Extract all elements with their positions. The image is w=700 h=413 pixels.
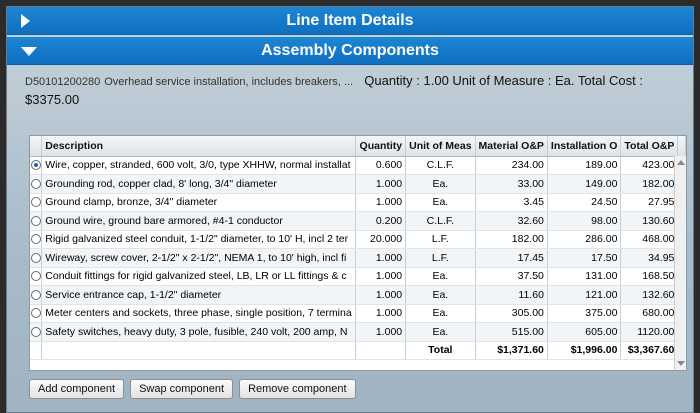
row-unit: C.L.F. [406,212,475,231]
row-select-radio[interactable] [30,267,42,286]
row-select-radio[interactable] [30,193,42,212]
assembly-components-header[interactable] [7,37,693,65]
column-header-installation[interactable]: Installation O [547,136,621,156]
remove-component-button[interactable]: Remove component [239,379,355,399]
row-description: Rigid galvanized steel conduit, 1-1/2" diameter, to 10' H, incl 2 ter [42,230,355,249]
row-quantity: 1.000 [355,323,405,342]
assembly-summary [7,65,693,107]
row-quantity: 0.600 [355,156,405,175]
row-total: 468.00 [621,230,678,249]
radio-button-icon[interactable] [31,234,41,244]
totals-row [30,341,686,360]
row-description: Safety switches, heavy duty, 3 pole, fusible, 240 volt, 200 amp, N [42,323,355,342]
row-total: 132.60 [621,286,678,305]
row-material: 3.45 [475,193,547,212]
row-total: 27.95 [621,193,678,212]
table-scrollbar[interactable] [674,156,686,370]
row-unit: Ea. [406,175,475,194]
row-quantity: 1.000 [355,193,405,212]
row-total: 182.00 [621,175,678,194]
table-row[interactable] [30,249,686,268]
row-quantity: 1.000 [355,304,405,323]
table-row[interactable] [30,304,686,323]
radio-button-icon[interactable] [31,197,41,207]
column-header-material[interactable]: Material O&P [475,136,547,156]
row-installation: 149.00 [547,175,621,194]
row-material: 17.45 [475,249,547,268]
row-total: 34.95 [621,249,678,268]
radio-button-icon[interactable] [31,216,41,226]
row-quantity: 1.000 [355,249,405,268]
table-row[interactable] [30,323,686,342]
row-unit: L.F. [406,230,475,249]
row-description: Ground clamp, bronze, 3/4" diameter [42,193,355,212]
scroll-up-arrow-icon[interactable] [677,160,685,165]
swap-component-button[interactable]: Swap component [130,379,233,399]
totals-label: Total [406,341,475,360]
row-material: 11.60 [475,286,547,305]
radio-button-icon[interactable] [31,327,41,337]
scroll-column-header [678,136,686,156]
radio-button-icon[interactable] [31,160,41,170]
window-frame [6,6,694,413]
row-select-radio[interactable] [30,212,42,231]
row-total: 130.60 [621,212,678,231]
select-column-header [30,136,42,156]
add-component-button[interactable]: Add component [29,379,124,399]
component-actions [29,379,356,399]
totals-empty-2 [42,341,355,360]
row-unit: Ea. [406,304,475,323]
radio-button-icon[interactable] [31,253,41,263]
row-select-radio[interactable] [30,175,42,194]
row-quantity: 1.000 [355,286,405,305]
row-select-radio[interactable] [30,286,42,305]
row-quantity: 20.000 [355,230,405,249]
column-header-unit[interactable]: Unit of Meas [406,136,475,156]
row-quantity: 0.200 [355,212,405,231]
row-material: 32.60 [475,212,547,231]
row-unit: L.F. [406,249,475,268]
row-description: Service entrance cap, 1-1/2" diameter [42,286,355,305]
components-table [30,136,686,360]
components-grid [29,135,687,371]
row-description: Meter centers and sockets, three phase, single position, 7 termina [42,304,355,323]
row-installation: 98.00 [547,212,621,231]
totals-material: $1,371.60 [475,341,547,360]
row-unit: Ea. [406,267,475,286]
row-description: Wire, copper, stranded, 600 volt, 3/0, type XHHW, normal installat [42,156,355,175]
row-material: 234.00 [475,156,547,175]
row-installation: 375.00 [547,304,621,323]
collapse-arrow-icon[interactable] [21,47,37,56]
row-unit: Ea. [406,193,475,212]
row-material: 33.00 [475,175,547,194]
row-material: 182.00 [475,230,547,249]
column-header-total[interactable]: Total O&P [621,136,678,156]
row-quantity: 1.000 [355,175,405,194]
row-material: 515.00 [475,323,547,342]
radio-button-icon[interactable] [31,290,41,300]
table-row[interactable] [30,212,686,231]
row-description: Wireway, screw cover, 2-1/2" x 2-1/2", NEMA 1, to 10' high, incl fi [42,249,355,268]
row-select-radio[interactable] [30,230,42,249]
row-select-radio[interactable] [30,304,42,323]
row-material: 37.50 [475,267,547,286]
table-row[interactable] [30,156,686,175]
table-row[interactable] [30,193,686,212]
row-description: Ground wire, ground bare armored, #4-1 conductor [42,212,355,231]
row-select-radio[interactable] [30,323,42,342]
table-row[interactable] [30,286,686,305]
row-select-radio[interactable] [30,249,42,268]
row-total: 168.50 [621,267,678,286]
radio-button-icon[interactable] [31,179,41,189]
expand-arrow-icon[interactable] [21,14,30,28]
row-unit: Ea. [406,323,475,342]
row-installation: 131.00 [547,267,621,286]
assembly-code: D50101200280 [25,76,101,88]
row-installation: 189.00 [547,156,621,175]
table-header-row [30,136,686,156]
row-select-radio[interactable] [30,156,42,175]
total-cost-value: $3375.00 [25,92,80,107]
row-installation: 605.00 [547,323,621,342]
table-row[interactable] [30,267,686,286]
scroll-down-arrow-icon[interactable] [677,361,685,366]
totals-empty-1 [30,341,42,360]
radio-button-icon[interactable] [31,308,41,318]
quantity-uom-text: Quantity : 1.00 Unit of Measure : Ea. Total Cost : [364,73,643,88]
row-unit: C.L.F. [406,156,475,175]
row-description: Conduit fittings for rigid galvanized steel, LB, LR or LL fittings & c [42,267,355,286]
row-unit: Ea. [406,286,475,305]
row-installation: 24.50 [547,193,621,212]
totals-installation: $1,996.00 [547,341,621,360]
row-installation: 17.50 [547,249,621,268]
row-description: Grounding rod, copper clad, 8' long, 3/4" diameter [42,175,355,194]
assembly-components-title: Assembly Components [261,41,439,59]
column-header-description[interactable]: Description [42,136,355,156]
row-total: 423.00 [621,156,678,175]
row-quantity: 1.000 [355,267,405,286]
radio-button-icon[interactable] [31,271,41,281]
assembly-description: Overhead service installation, includes breakers, ... [104,76,354,88]
table-row[interactable] [30,230,686,249]
row-installation: 121.00 [547,286,621,305]
totals-empty-3 [355,341,405,360]
table-row[interactable] [30,175,686,194]
column-header-quantity[interactable]: Quantity [355,136,405,156]
row-material: 305.00 [475,304,547,323]
line-item-details-title: Line Item Details [286,11,414,29]
row-total: 1120.00 [621,323,678,342]
line-item-details-header[interactable] [7,7,693,35]
row-installation: 286.00 [547,230,621,249]
totals-total: $3,367.60 [621,341,678,360]
row-total: 680.00 [621,304,678,323]
